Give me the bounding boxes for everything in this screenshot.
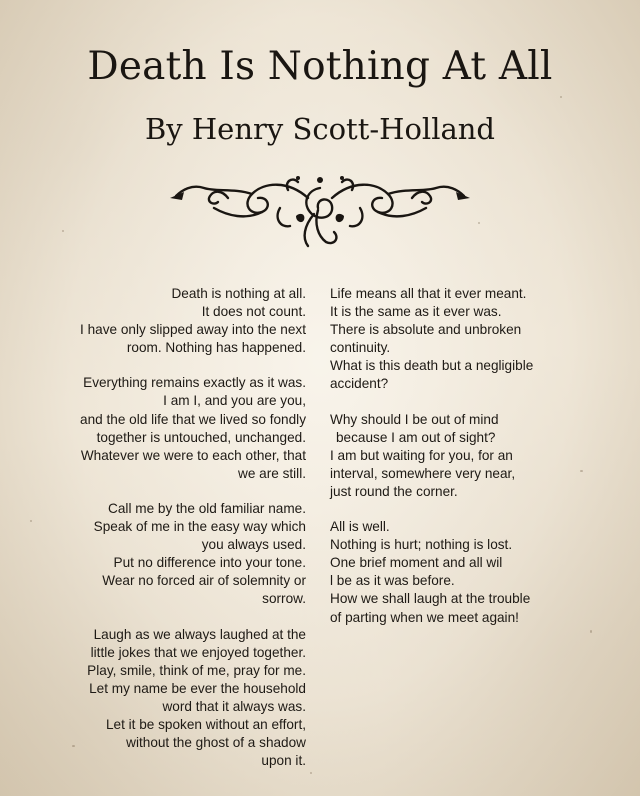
poem-line: without the ghost of a shadow [126,735,306,751]
stanza [40,374,306,483]
poem-line: Life means all that it ever meant. [330,286,527,301]
poem-line: Let my name be ever the household [89,680,306,696]
poem-line: Play, smile, think of me, pray for me. [87,662,306,678]
poem-line: Speak of me in the easy way which [93,519,306,535]
flourish-divider-icon [168,168,472,252]
stanza [40,500,306,609]
poem-line: Nothing is hurt; nothing is lost. [330,537,513,553]
poem-line: It does not count. [201,304,306,320]
poem-line: sorrow. [262,591,306,607]
poem-title: Death Is Nothing At All [87,44,553,89]
stanza [40,626,306,771]
poem-line: What is this death but a negligible [330,358,534,374]
poem-line: little jokes that we enjoyed together. [90,644,306,660]
poem-line: interval, somewhere very near, [330,465,516,481]
stanza [330,518,600,627]
poem-line: Laugh as we always laughed at the [93,626,306,642]
stanza [330,411,600,501]
poem-line: together is untouched, unchanged. [96,429,306,445]
poem-line: because I am out of sight? [336,429,496,445]
poem-line: Put no difference into your tone. [113,555,306,571]
poem-line: we are still. [238,465,306,481]
poem-line: All is well. [330,519,390,535]
poem-line: Wear no forced air of solemnity or [102,573,306,589]
poem-line: Everything remains exactly as it was. [83,375,306,391]
poem-left-column [40,285,306,787]
poem-line: room. Nothing has happened. [126,340,306,356]
poem-line: I am but waiting for you, for an [330,447,513,463]
poem-line: continuity. [330,340,391,356]
poem-line: It is the same as it ever was. [330,304,502,320]
stanza [40,285,306,357]
poem-line: How we shall laugh at the trouble [330,591,531,607]
poem-line: of parting when we meet again! [330,609,519,625]
poem-line: I am I, and you are you, [163,393,306,409]
poem-line: Call me by the old familiar name. [108,500,306,516]
poem-line: and the old life that we lived so fondly [80,411,306,427]
poem-byline: By Henry Scott-Holland [144,112,495,146]
poem-line: There is absolute and unbroken [330,322,522,338]
poem-line: word that it always was. [162,698,306,714]
poem-line: Death is nothing at all. [171,286,306,301]
poem-line: One brief moment and all wil [330,555,503,571]
poem-line: Why should I be out of mind [330,411,499,427]
poem-line: just round the corner. [330,483,458,499]
poem-line: upon it. [261,753,306,769]
poem-line: Whatever we were to each other, that [80,447,306,463]
poem-line: l be as it was before. [330,573,455,589]
poem-line: you always used. [201,537,306,553]
stanza [330,285,600,394]
poem-line: I have only slipped away into the next [80,322,306,338]
poem-right-column [330,285,600,644]
poem-line: Let it be spoken without an effort, [105,716,306,732]
poem-line: accident? [330,376,389,392]
